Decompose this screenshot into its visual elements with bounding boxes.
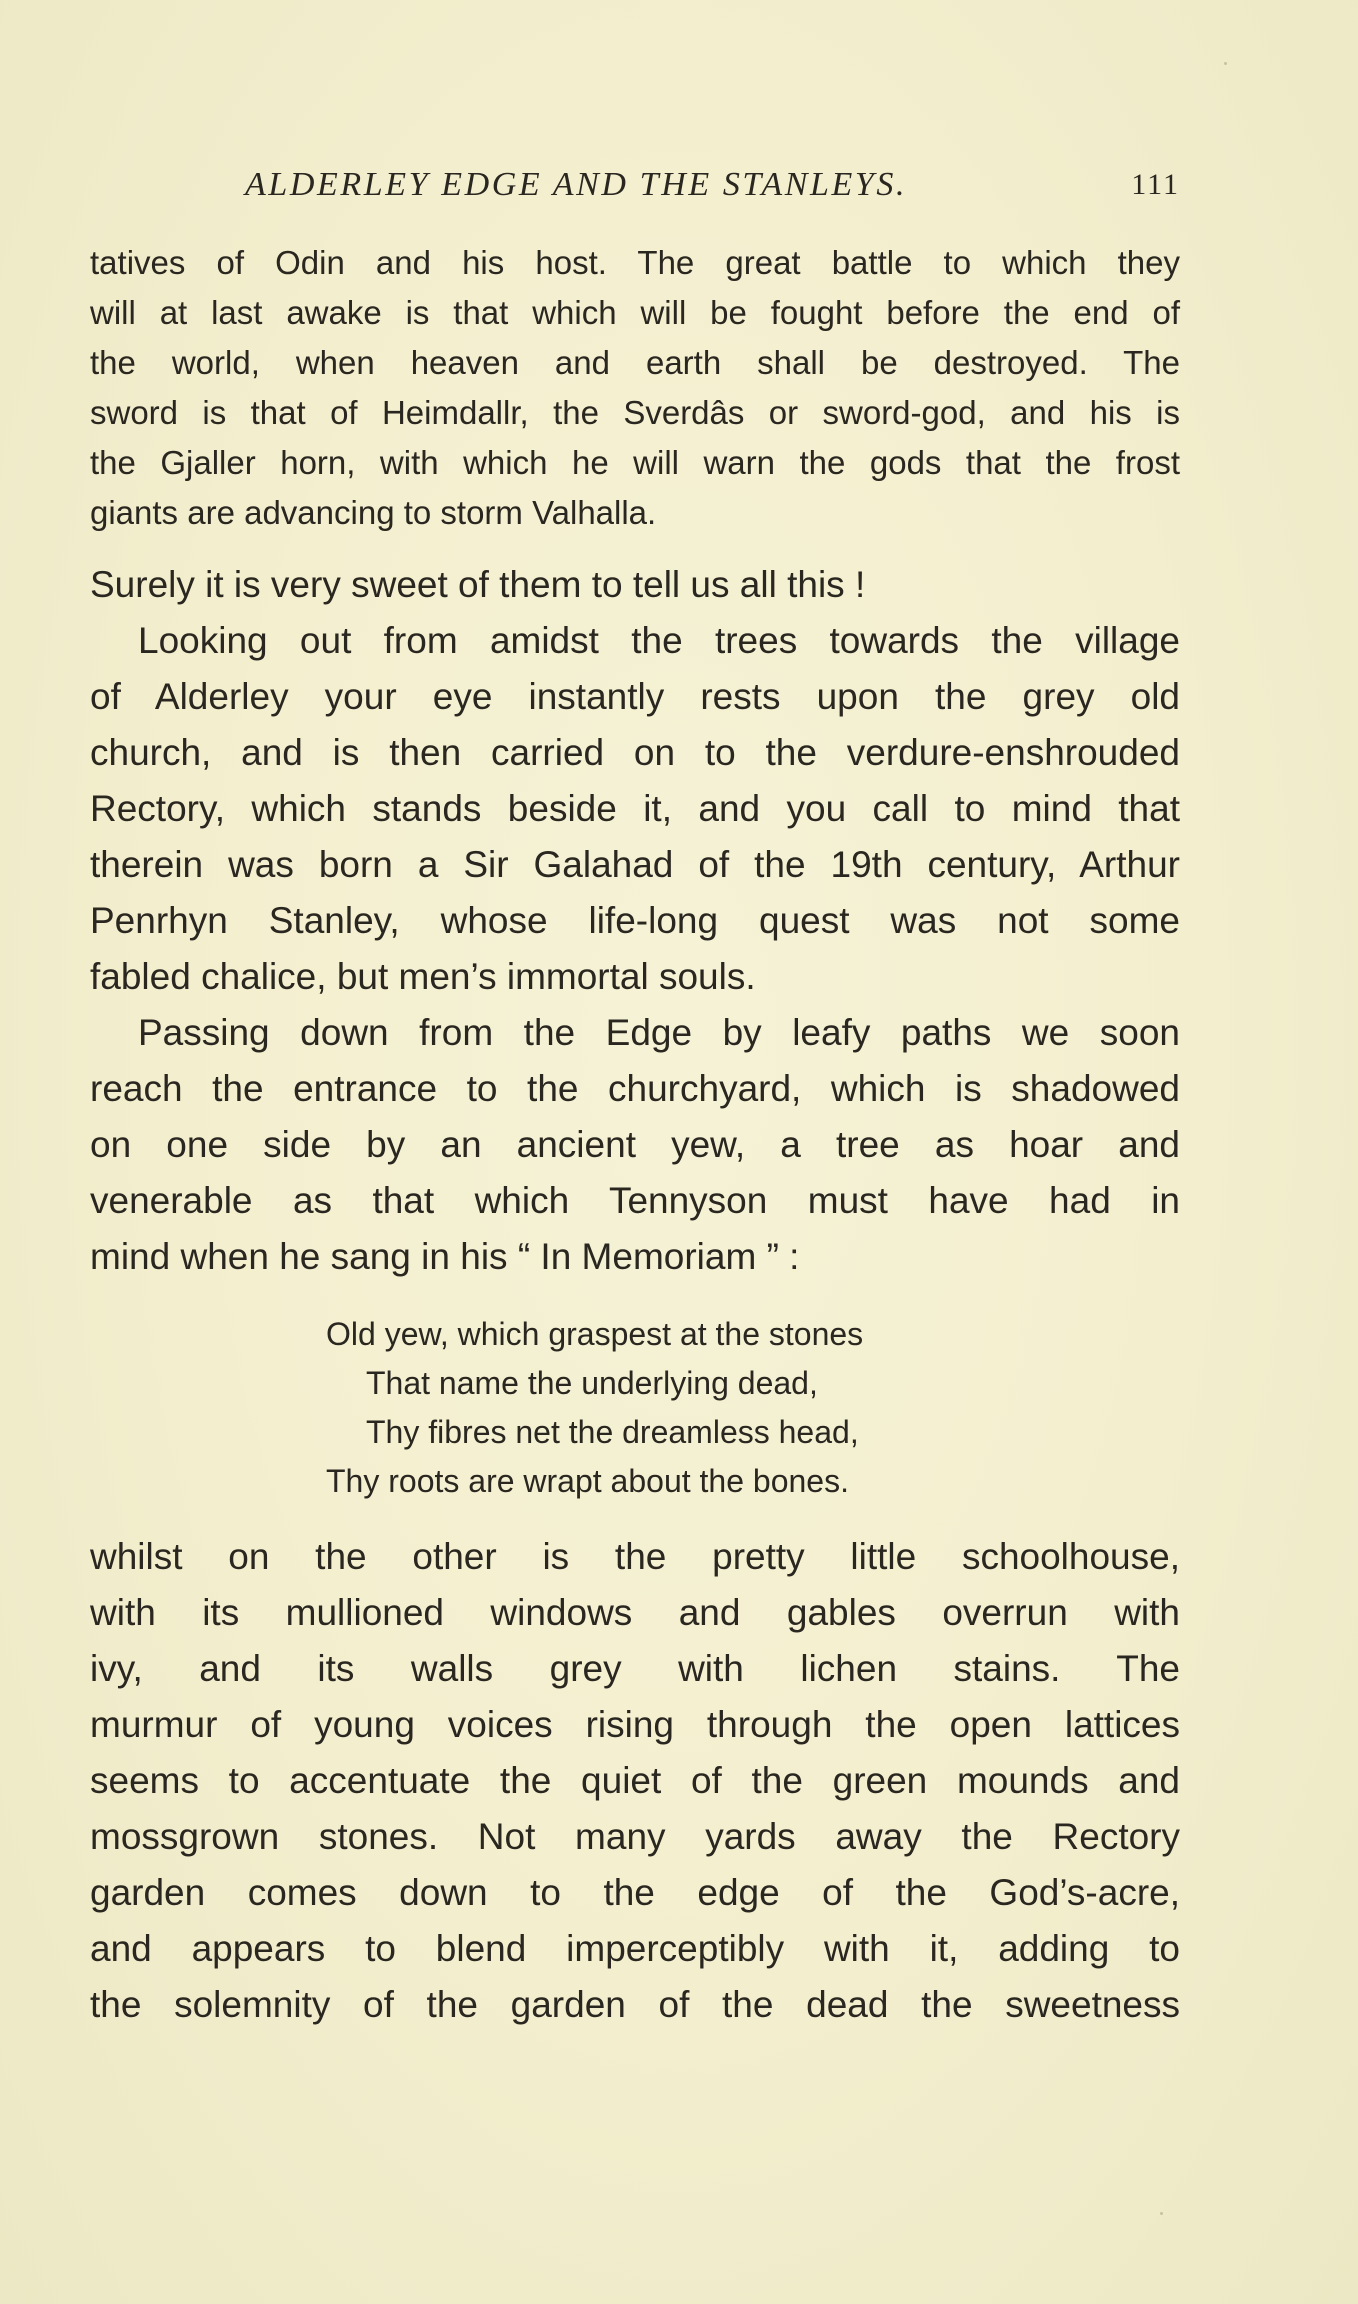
text-line: ivy, and its walls grey with lichen stains. The	[90, 1648, 1180, 1689]
text-line: murmur of young voices rising through the open lattices	[90, 1704, 1180, 1745]
text-line: reach the entrance to the churchyard, which is shadowed	[90, 1068, 1180, 1109]
text-line: whilst on the other is the pretty little schoolhouse,	[90, 1536, 1180, 1577]
text-line: the Gjaller horn, with which he will warn the gods that the frost	[90, 444, 1180, 481]
text-line: seems to accentuate the quiet of the green mounds and	[90, 1760, 1180, 1801]
verse-line: Old yew, which graspest at the stones	[326, 1316, 864, 1352]
text-line: of Alderley your eye instantly rests upon the grey old	[90, 676, 1180, 717]
page-header	[90, 166, 1180, 210]
text-line: venerable as that which Tennyson must have had in	[90, 1180, 1180, 1221]
verse-line: That name the underlying dead,	[366, 1365, 818, 1401]
text-line: Rectory, which stands beside it, and you call to mind that	[90, 788, 1180, 829]
text-line: with its mullioned windows and gables overrun with	[90, 1592, 1180, 1633]
page-number: 111	[1131, 168, 1180, 201]
text-line: church, and is then carried on to the verdure-enshrouded	[90, 732, 1180, 773]
text-line: sword is that of Heimdallr, the Sverdâs or sword-god, and his is	[90, 394, 1180, 431]
text-line: the world, when heaven and earth shall be destroyed. The	[90, 344, 1180, 381]
text-line: therein was born a Sir Galahad of the 19th century, Arthur	[90, 844, 1180, 885]
text-line: the solemnity of the garden of the dead the sweetness	[90, 1984, 1180, 2025]
text-line: tatives of Odin and his host. The great battle to which they	[90, 244, 1180, 281]
text-line: Looking out from amidst the trees towards the village	[138, 620, 1180, 661]
text-line: will at last awake is that which will be fought before the end of	[90, 294, 1180, 331]
text-line: and appears to blend imperceptibly with it, adding to	[90, 1928, 1180, 1969]
text-line: Penrhyn Stanley, whose life-long quest was not some	[90, 900, 1180, 941]
verse-line: Thy roots are wrapt about the bones.	[326, 1463, 849, 1499]
text-line: fabled chalice, but men’s immortal souls.	[90, 956, 756, 997]
text-line: mossgrown stones. Not many yards away the Rectory	[90, 1816, 1180, 1857]
text-line: mind when he sang in his “ In Memoriam ” :	[90, 1236, 800, 1277]
text-line: on one side by an ancient yew, a tree as hoar and	[90, 1124, 1180, 1165]
text-line: Passing down from the Edge by leafy paths we soon	[138, 1012, 1180, 1053]
text-line: Surely it is very sweet of them to tell us all this !	[90, 564, 866, 605]
text-line: giants are advancing to storm Valhalla.	[90, 494, 657, 531]
verse-line: Thy fibres net the dreamless head,	[366, 1414, 859, 1450]
text-line: garden comes down to the edge of the God’s-acre,	[90, 1872, 1180, 1913]
paper-speck	[1160, 2212, 1163, 2215]
paper-speck	[1224, 62, 1227, 65]
running-title: ALDERLEY EDGE AND THE STANLEYS.	[245, 166, 908, 203]
